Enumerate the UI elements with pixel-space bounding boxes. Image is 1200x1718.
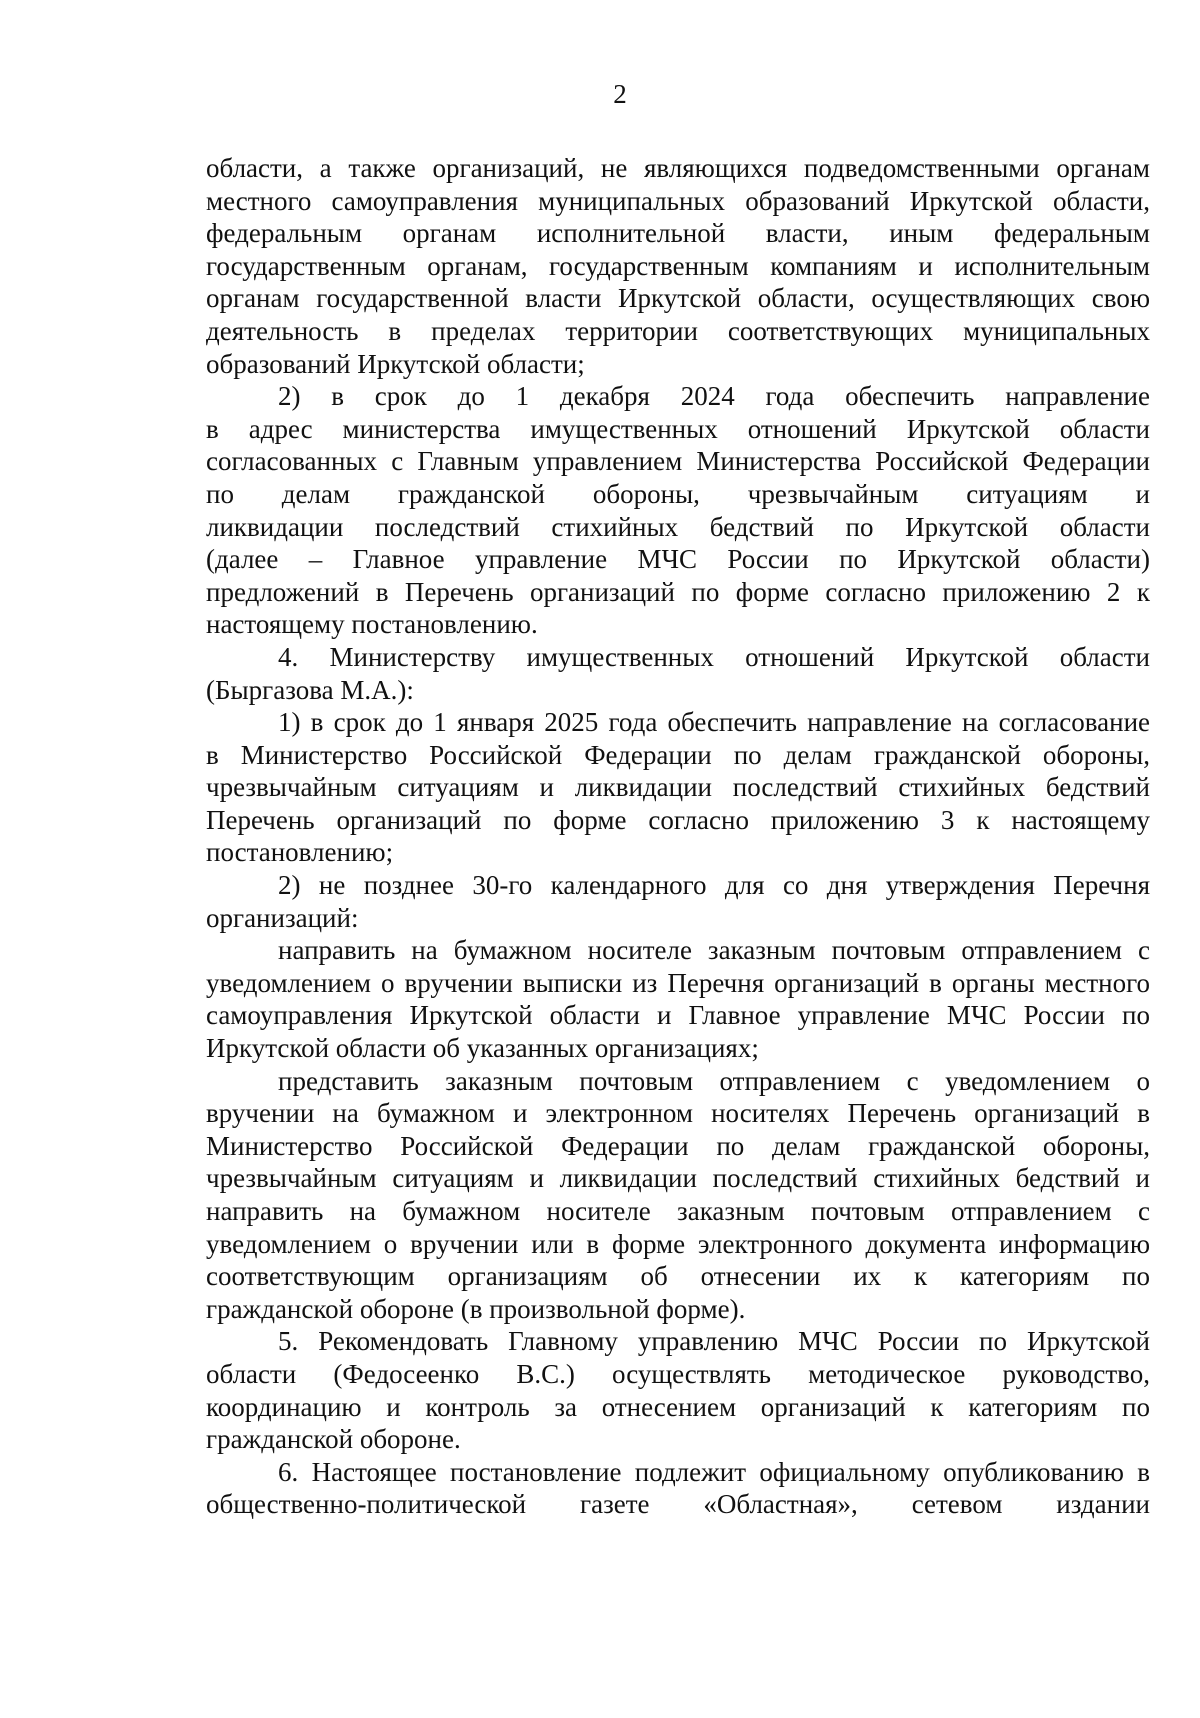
text-line: 2) не позднее 30-го календарного для со дня утверждения Перечня bbox=[278, 870, 1150, 901]
text-line: предложений в Перечень организаций по форме согласно приложению 2 к bbox=[206, 576, 1150, 607]
text-line: гражданской обороне (в произвольной форме). bbox=[206, 1293, 746, 1324]
text-line: представить заказным почтовым отправлением с уведомлением о bbox=[278, 1065, 1150, 1096]
text-line: согласованных с Главным управлением Министерства Российской Федерации bbox=[206, 446, 1150, 477]
text-line: в Министерство Российской Федерации по делам гражданской обороны, bbox=[206, 739, 1150, 770]
document-body bbox=[206, 152, 1150, 1521]
text-line: чрезвычайным ситуациям и ликвидации последствий стихийных бедствий bbox=[206, 772, 1150, 803]
text-line: направить на бумажном носителе заказным почтовым отправлением с bbox=[206, 1196, 1150, 1226]
text-line: уведомлением о вручении выписки из Перечня организаций в органы местного bbox=[206, 967, 1150, 998]
text-line: уведомлением о вручении или в форме электронного документа информацию bbox=[206, 1228, 1150, 1259]
text-line: 4. Министерству имущественных отношений Иркутской области bbox=[278, 641, 1150, 672]
text-line: государственным органам, государственным компаниям и исполнительным bbox=[206, 250, 1150, 281]
text-line: настоящему постановлению. bbox=[206, 609, 538, 640]
text-line: 2) в срок до 1 декабря 2024 года обеспечить направление bbox=[278, 381, 1150, 412]
text-line: (далее – Главное управление МЧС России по Иркутской области) bbox=[206, 544, 1150, 575]
text-line: Министерство Российской Федерации по делам гражданской обороны, bbox=[206, 1130, 1150, 1161]
text-line: самоуправления Иркутской области и Главное управление МЧС России по bbox=[206, 1000, 1150, 1031]
text-line: органам государственной власти Иркутской области, осуществляющих свою bbox=[206, 283, 1150, 314]
text-line: вручении на бумажном и электронном носителях Перечень организаций в bbox=[206, 1098, 1150, 1129]
text-line: координацию и контроль за отнесением организаций к категориям по bbox=[206, 1391, 1150, 1422]
text-line: 1) в срок до 1 января 2025 года обеспечить направление на согласование bbox=[278, 707, 1150, 738]
text-line: (Быргазова М.А.): bbox=[206, 674, 414, 705]
text-line: федеральным органам исполнительной власти, иным федеральным bbox=[206, 218, 1150, 249]
text-line: деятельность в пределах территории соответствующих муниципальных bbox=[206, 315, 1150, 346]
text-line: области (Федосеенко В.С.) осуществлять методическое руководство, bbox=[206, 1358, 1150, 1389]
text-line: ликвидации последствий стихийных бедствий по Иркутской области bbox=[206, 511, 1150, 542]
text-line: в адрес министерства имущественных отношений Иркутской области bbox=[206, 413, 1150, 444]
text-line: организаций: bbox=[206, 902, 359, 933]
text-line: местного самоуправления муниципальных образований Иркутской области, bbox=[206, 185, 1150, 216]
text-line: соответствующим организациям об отнесении их к категориям по bbox=[206, 1261, 1150, 1292]
text-line: по делам гражданской обороны, чрезвычайным ситуациям и bbox=[206, 478, 1150, 509]
text-line: направить на бумажном носителе заказным почтовым отправлением с bbox=[278, 935, 1150, 966]
text-line: Иркутской области об указанных организациях; bbox=[206, 1033, 759, 1064]
text-line: области, а также организаций, не являющихся подведомственными органам bbox=[206, 153, 1150, 183]
text-line: чрезвычайным ситуациям и ликвидации последствий стихийных бедствий и bbox=[206, 1163, 1150, 1194]
text-line: общественно-политической газете «Областная», сетевом издании bbox=[206, 1489, 1150, 1520]
text-line: гражданской обороне. bbox=[206, 1424, 461, 1455]
text-line: 6. Настоящее постановление подлежит официальному опубликованию в bbox=[278, 1456, 1150, 1487]
text-line: образований Иркутской области; bbox=[206, 348, 585, 379]
text-line: 5. Рекомендовать Главному управлению МЧС России по Иркутской bbox=[278, 1326, 1150, 1357]
page-number: 2 bbox=[613, 79, 627, 109]
text-line: постановлению; bbox=[206, 837, 394, 868]
text-line: Перечень организаций по форме согласно приложению 3 к настоящему bbox=[206, 804, 1150, 835]
